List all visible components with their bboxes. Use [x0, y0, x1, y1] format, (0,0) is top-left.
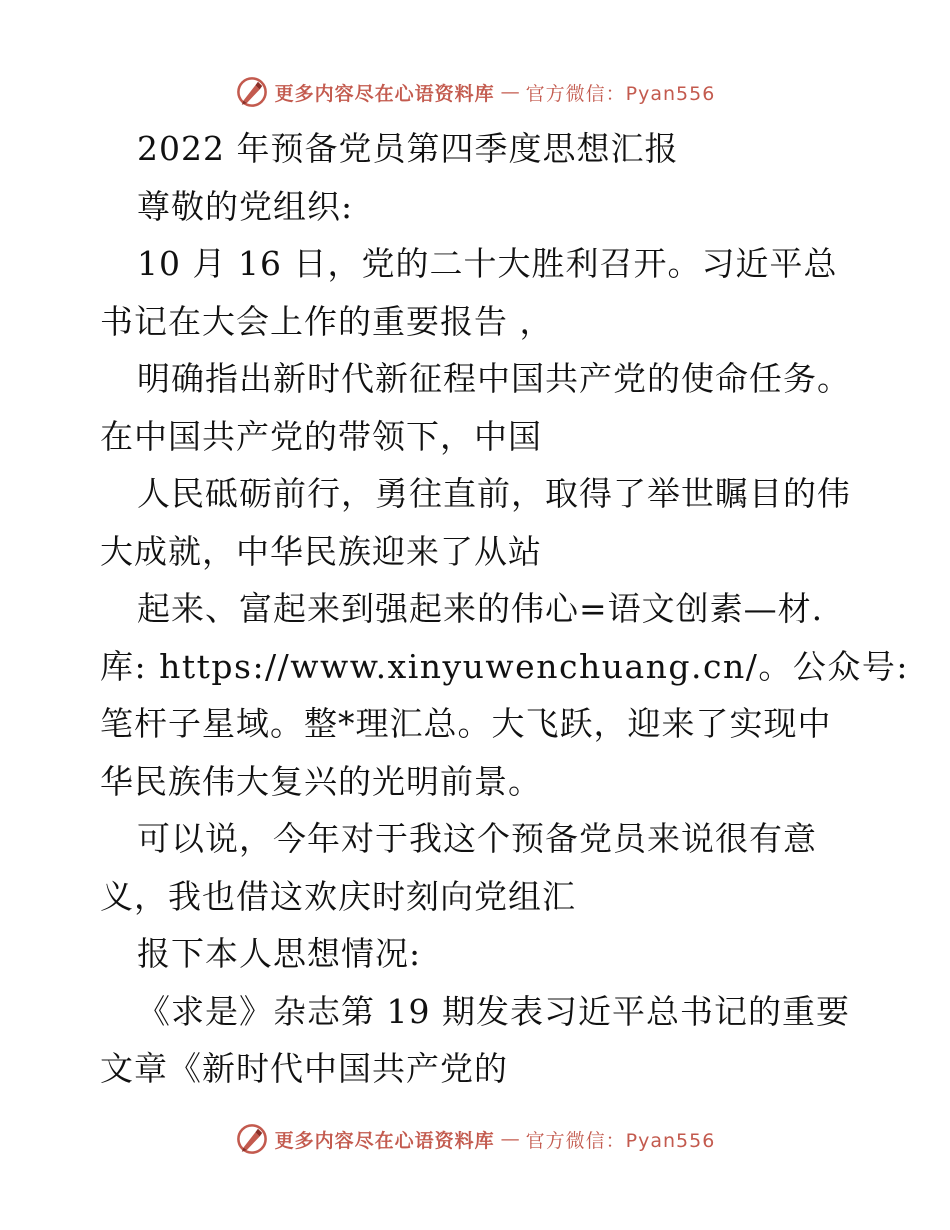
- pen-nib-logo-icon: [235, 75, 269, 109]
- banner-title: 更多内容尽在心语资料库: [274, 1129, 495, 1152]
- paragraph-line: 可以说，今年对于我这个预备党员来说很有意: [137, 819, 817, 858]
- paragraph-line: 《求是》杂志第 19 期发表习近平总书记的重要: [137, 991, 850, 1031]
- document-body: [100, 120, 909, 1098]
- banner-separator: —: [500, 81, 520, 103]
- banner-separator: —: [500, 1128, 520, 1150]
- paragraph-line: 华民族伟大复兴的光明前景。: [100, 761, 542, 801]
- paragraph-line: 大成就，中华民族迎来了从站: [100, 531, 542, 571]
- banner-contact: 官方微信：Pyan556: [525, 82, 716, 105]
- paragraph-line: 10 月 16 日，党的二十大胜利召开。习近平总: [137, 244, 838, 283]
- banner-title: 更多内容尽在心语资料库: [274, 82, 495, 105]
- paragraph-line: 笔杆子星域。整*理汇总。大飞跃，迎来了实现中: [100, 704, 832, 743]
- salutation: 尊敬的党组织:: [137, 186, 354, 226]
- paragraph-line: 义，我也借这欢庆时刻向党组汇: [100, 876, 576, 916]
- paragraph-line: 在中国共产党的带领下，中国: [100, 416, 542, 456]
- paragraph-line: 书记在大会上作的重要报告 ，: [100, 301, 554, 341]
- header-banner: [0, 72, 950, 112]
- document-title: 2022 年预备党员第四季度思想汇报: [137, 129, 679, 168]
- paragraph-line: 起来、富起来到强起来的伟心=语文创素—材.: [137, 589, 824, 628]
- footer-banner: [0, 1119, 950, 1159]
- paragraph-line: 报下本人思想情况:: [137, 934, 422, 973]
- banner-contact: 官方微信：Pyan556: [525, 1129, 716, 1152]
- pen-nib-logo-icon: [235, 1122, 269, 1156]
- paragraph-line: 文章《新时代中国共产党的: [100, 1049, 508, 1088]
- paragraph-line: 人民砥砺前行，勇往直前，取得了举世瞩目的伟: [137, 474, 851, 513]
- paragraph-line-url: 库: https://www.xinyuwenchuang.cn/。公众号:: [100, 646, 909, 686]
- paragraph-line: 明确指出新时代新征程中国共产党的使命任务。: [137, 359, 851, 398]
